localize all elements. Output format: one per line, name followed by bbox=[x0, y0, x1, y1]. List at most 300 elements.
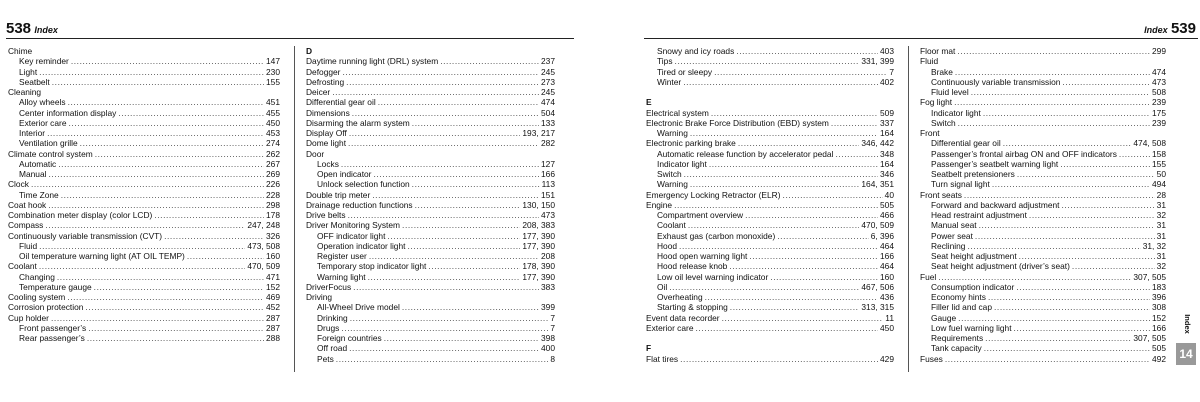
index-entry bbox=[646, 138, 894, 148]
entry-term: Changing bbox=[19, 271, 55, 282]
entry-page-ref: 228 bbox=[266, 189, 280, 200]
entry-page-ref: 473, 508 bbox=[247, 240, 280, 251]
entry-page-ref: 177, 390 bbox=[522, 271, 555, 282]
entry-page-ref: 287 bbox=[266, 322, 280, 333]
entry-page-ref: 160 bbox=[266, 251, 280, 261]
dot-leader bbox=[332, 87, 539, 97]
entry-page-ref: 208, 383 bbox=[522, 220, 555, 231]
dot-leader bbox=[58, 159, 264, 169]
index-entry bbox=[920, 220, 1166, 230]
entry-term: Tired or sleepy bbox=[657, 66, 713, 77]
dot-leader bbox=[955, 67, 1150, 77]
index-column-2 bbox=[920, 46, 1166, 364]
entry-page-ref: 450 bbox=[266, 117, 280, 128]
entry-term: All-Wheel Drive model bbox=[317, 302, 400, 313]
dot-leader bbox=[187, 251, 264, 261]
index-entry bbox=[646, 313, 894, 323]
index-entry bbox=[920, 77, 1166, 87]
entry-page-ref: 298 bbox=[266, 199, 280, 210]
entry-term: Dome light bbox=[306, 138, 347, 149]
page-number: 539 bbox=[1170, 20, 1196, 37]
entry-page-ref: 32 bbox=[1156, 261, 1166, 272]
index-entry bbox=[306, 210, 555, 220]
entry-term: Defrosting bbox=[306, 76, 345, 87]
entry-term: Electronic parking brake bbox=[646, 138, 736, 149]
index-entry bbox=[920, 67, 1166, 77]
section-letter bbox=[306, 46, 555, 56]
dot-leader bbox=[669, 282, 859, 292]
entry-term: Seatbelt pretensioners bbox=[931, 169, 1015, 179]
dot-leader bbox=[770, 272, 878, 282]
entry-page-ref: 239 bbox=[1152, 117, 1166, 128]
entry-page-ref: 175 bbox=[1152, 107, 1166, 118]
entry-page-ref: 282 bbox=[541, 138, 555, 149]
index-entry bbox=[306, 67, 555, 77]
entry-term: Forward and backward adjustment bbox=[931, 199, 1060, 210]
index-entry bbox=[8, 128, 280, 138]
entry-term: Manual seat bbox=[931, 220, 977, 231]
header-label: Index bbox=[1144, 25, 1168, 35]
index-entry bbox=[8, 261, 280, 271]
dot-leader bbox=[705, 292, 878, 302]
dot-leader bbox=[777, 231, 868, 241]
dot-leader bbox=[369, 251, 539, 261]
entry-term: Drugs bbox=[317, 322, 340, 333]
entry-page-ref: 450 bbox=[880, 322, 894, 333]
entry-page-ref: 166 bbox=[541, 169, 555, 179]
dot-leader bbox=[738, 138, 860, 148]
entry-page-ref: 455 bbox=[266, 107, 280, 118]
dot-leader bbox=[979, 220, 1155, 230]
right-page bbox=[622, 0, 1200, 402]
index-entry bbox=[646, 241, 894, 251]
index-entry bbox=[8, 241, 280, 251]
dot-leader bbox=[164, 231, 264, 241]
index-entry bbox=[646, 251, 894, 261]
entry-term: Open indicator bbox=[317, 169, 372, 179]
entry-page-ref: 8 bbox=[550, 353, 555, 364]
index-entry bbox=[646, 323, 894, 333]
entry-page-ref: 31 bbox=[1156, 251, 1166, 261]
index-entry bbox=[646, 118, 894, 128]
entry-page-ref: 40 bbox=[884, 189, 894, 200]
dot-leader bbox=[415, 200, 521, 210]
index-entry bbox=[920, 323, 1166, 333]
entry-term: Alloy wheels bbox=[19, 97, 66, 108]
column-divider bbox=[294, 46, 295, 372]
dot-leader bbox=[349, 128, 521, 138]
entry-term: Drainage reduction functions bbox=[306, 199, 413, 210]
entry-term: DriverFocus bbox=[306, 281, 352, 292]
entry-page-ref: 155 bbox=[266, 76, 280, 87]
index-entry bbox=[306, 149, 555, 159]
index-entry bbox=[920, 333, 1166, 343]
entry-term: Dimensions bbox=[306, 107, 350, 118]
entry-term: Oil temperature warning light (AT OIL TEMP) bbox=[19, 251, 185, 261]
index-entry bbox=[920, 159, 1166, 169]
dot-leader bbox=[68, 118, 264, 128]
entry-page-ref: 32 bbox=[1156, 210, 1166, 220]
entry-term: Pets bbox=[317, 353, 334, 364]
entry-term: Overheating bbox=[657, 292, 703, 302]
entry-page-ref: 466 bbox=[880, 210, 894, 220]
spacer bbox=[646, 87, 894, 97]
entry-page-ref: 164 bbox=[880, 158, 894, 169]
dot-leader bbox=[402, 302, 539, 312]
index-entry bbox=[306, 200, 555, 210]
entry-term: Engine bbox=[646, 199, 673, 210]
index-column-1 bbox=[646, 46, 894, 364]
entry-term: Daytime running light (DRL) system bbox=[306, 56, 439, 67]
entry-term: Continuously variable transmission bbox=[931, 76, 1061, 87]
dot-leader bbox=[341, 159, 539, 169]
index-entry bbox=[646, 261, 894, 271]
index-entry bbox=[306, 282, 555, 292]
dot-leader bbox=[711, 108, 878, 118]
section-letter bbox=[646, 343, 894, 353]
entry-page-ref: 267 bbox=[266, 158, 280, 169]
entry-term: Brake bbox=[931, 66, 953, 77]
index-entry bbox=[920, 292, 1166, 302]
entry-page-ref: 237 bbox=[541, 56, 555, 67]
entry-page-ref: 151 bbox=[541, 189, 555, 200]
entry-term: Compass bbox=[8, 220, 44, 231]
entry-term: Requirements bbox=[931, 333, 984, 343]
entry-term: Electronic Brake Force Distribution (EBD) system bbox=[646, 117, 829, 128]
entry-page-ref: 178 bbox=[266, 210, 280, 220]
index-entry bbox=[8, 169, 280, 179]
entry-term: Double trip meter bbox=[306, 189, 371, 200]
entry-page-ref: 262 bbox=[266, 148, 280, 159]
entry-term: Combination meter display (color LCD) bbox=[8, 210, 153, 220]
dot-leader bbox=[45, 220, 245, 230]
dot-leader bbox=[52, 77, 264, 87]
index-entry bbox=[306, 179, 555, 189]
index-entry bbox=[306, 302, 555, 312]
entry-page-ref: 177, 390 bbox=[522, 230, 555, 241]
index-entry bbox=[8, 159, 280, 169]
entry-term: Automatic bbox=[19, 158, 57, 169]
dot-leader bbox=[958, 118, 1150, 128]
entry-page-ref: 31 bbox=[1156, 199, 1166, 210]
entry-term: Locks bbox=[317, 158, 339, 169]
entry-page-ref: 429 bbox=[880, 353, 894, 364]
entry-page-ref: 28 bbox=[1156, 189, 1166, 200]
entry-page-ref: 505 bbox=[880, 199, 894, 210]
index-entry bbox=[8, 149, 280, 159]
index-entry bbox=[306, 97, 555, 107]
entry-term: Hood release knob bbox=[657, 261, 728, 272]
entry-term: Indicator light bbox=[931, 107, 981, 118]
dot-leader bbox=[975, 231, 1155, 241]
index-entry bbox=[306, 313, 555, 323]
entry-term: Compartment overview bbox=[657, 210, 744, 220]
dot-leader bbox=[674, 200, 878, 210]
entry-term: Seat height adjustment bbox=[931, 251, 1017, 261]
dot-leader bbox=[971, 87, 1150, 97]
entry-page-ref: 158 bbox=[1152, 148, 1166, 159]
header-rule bbox=[644, 38, 1198, 39]
index-entry bbox=[306, 138, 555, 148]
index-entry bbox=[646, 128, 894, 138]
entry-page-ref: 31 bbox=[1156, 230, 1166, 241]
entry-term: Flat tires bbox=[646, 353, 679, 364]
index-entry bbox=[920, 108, 1166, 118]
dot-leader bbox=[118, 108, 264, 118]
entry-page-ref: 346, 442 bbox=[861, 138, 894, 149]
side-tab-label: Index bbox=[1183, 314, 1192, 334]
entry-page-ref: 337 bbox=[880, 117, 894, 128]
index-entry bbox=[306, 87, 555, 97]
dot-leader bbox=[57, 272, 264, 282]
index-entry bbox=[920, 282, 1166, 292]
entry-page-ref: 247, 248 bbox=[247, 220, 280, 231]
index-entry bbox=[646, 292, 894, 302]
entry-term: Hood open warning light bbox=[657, 251, 748, 261]
entry-page-ref: 177, 390 bbox=[522, 240, 555, 251]
entry-page-ref: 436 bbox=[880, 292, 894, 302]
entry-page-ref: 396 bbox=[1152, 292, 1166, 302]
dot-leader bbox=[984, 343, 1150, 353]
entry-term: Coat hook bbox=[8, 199, 47, 210]
index-entry bbox=[646, 179, 894, 189]
index-entry bbox=[920, 46, 1166, 56]
dot-leader bbox=[348, 210, 539, 220]
index-entry bbox=[646, 231, 894, 241]
index-entry bbox=[8, 220, 280, 230]
entry-term: Fuses bbox=[920, 353, 943, 364]
index-entry bbox=[920, 190, 1166, 200]
entry-term: OFF indicator light bbox=[317, 230, 386, 241]
entry-page-ref: 7 bbox=[550, 322, 555, 333]
index-column-2 bbox=[306, 46, 555, 364]
entry-term: Key reminder bbox=[19, 56, 69, 67]
dot-leader bbox=[346, 77, 539, 87]
index-entry bbox=[306, 56, 555, 66]
dot-leader bbox=[722, 313, 884, 323]
entry-term: Coolant bbox=[657, 220, 686, 231]
entry-term: Differential gear oil bbox=[931, 138, 1001, 149]
dot-leader bbox=[679, 241, 878, 251]
dot-leader bbox=[988, 292, 1150, 302]
entry-page-ref: 464 bbox=[880, 240, 894, 251]
dot-leader bbox=[690, 128, 878, 138]
entry-term: Tips bbox=[657, 56, 673, 67]
entry-page-ref: 193, 217 bbox=[522, 128, 555, 138]
dot-leader bbox=[368, 272, 521, 282]
dot-leader bbox=[71, 56, 264, 66]
index-entry bbox=[646, 354, 894, 364]
entry-term: Low fuel warning light bbox=[931, 322, 1012, 333]
dot-leader bbox=[967, 241, 1140, 251]
entry-term: Corrosion protection bbox=[8, 302, 84, 313]
entry-term: Front seats bbox=[920, 189, 962, 200]
index-entry bbox=[920, 179, 1166, 189]
entry-page-ref: 471 bbox=[266, 271, 280, 282]
entry-term: Fog light bbox=[920, 97, 953, 108]
dot-leader bbox=[709, 159, 878, 169]
index-entry bbox=[920, 210, 1166, 220]
dot-leader bbox=[938, 272, 1131, 282]
entry-page-ref: 400 bbox=[541, 343, 555, 354]
dot-leader bbox=[67, 292, 264, 302]
dot-leader bbox=[729, 261, 878, 271]
left-page-header bbox=[6, 20, 58, 36]
entry-term: Head restraint adjustment bbox=[931, 210, 1027, 220]
section-letter-text: F bbox=[646, 343, 652, 354]
entry-page-ref: 160 bbox=[880, 271, 894, 282]
dot-leader bbox=[1016, 282, 1150, 292]
index-entry bbox=[8, 138, 280, 148]
entry-page-ref: 307, 505 bbox=[1133, 271, 1166, 282]
dot-leader bbox=[336, 354, 549, 364]
dot-leader bbox=[154, 210, 264, 220]
index-entry bbox=[306, 323, 555, 333]
entry-term: Low oil level warning indicator bbox=[657, 271, 769, 282]
index-entry bbox=[306, 220, 555, 230]
entry-page-ref: 348 bbox=[880, 148, 894, 159]
index-entry bbox=[920, 128, 1166, 138]
dot-leader bbox=[690, 179, 860, 189]
index-entry bbox=[306, 77, 555, 87]
entry-page-ref: 474, 508 bbox=[1133, 138, 1166, 149]
entry-term: Reclining bbox=[931, 240, 966, 251]
entry-page-ref: 113 bbox=[541, 179, 555, 190]
dot-leader bbox=[39, 241, 245, 251]
dot-leader bbox=[353, 282, 539, 292]
entry-page-ref: 164 bbox=[880, 128, 894, 138]
entry-term: Off road bbox=[317, 343, 348, 354]
entry-page-ref: 509 bbox=[880, 107, 894, 118]
entry-page-ref: 166 bbox=[880, 251, 894, 261]
dot-leader bbox=[683, 77, 878, 87]
entry-term: Fuel bbox=[920, 271, 937, 282]
header-rule bbox=[6, 38, 574, 39]
entry-page-ref: 245 bbox=[541, 66, 555, 77]
entry-page-ref: 31 bbox=[1156, 220, 1166, 231]
index-entry bbox=[306, 261, 555, 271]
entry-term: Floor mat bbox=[920, 46, 956, 56]
entry-page-ref: 383 bbox=[541, 281, 555, 292]
dot-leader bbox=[831, 118, 878, 128]
entry-page-ref: 164, 351 bbox=[861, 179, 894, 190]
index-entry bbox=[920, 87, 1166, 97]
entry-page-ref: 473 bbox=[541, 210, 555, 220]
entry-page-ref: 504 bbox=[541, 107, 555, 118]
entry-term: Cooling system bbox=[8, 292, 66, 302]
dot-leader bbox=[964, 190, 1155, 200]
dot-leader bbox=[51, 313, 264, 323]
index-entry bbox=[920, 200, 1166, 210]
dot-leader bbox=[428, 261, 520, 271]
index-entry bbox=[8, 190, 280, 200]
index-entry bbox=[8, 282, 280, 292]
dot-leader bbox=[39, 67, 264, 77]
entry-term: Interior bbox=[19, 128, 46, 138]
entry-page-ref: 451 bbox=[266, 97, 280, 108]
dot-leader bbox=[680, 354, 878, 364]
entry-page-ref: 7 bbox=[550, 312, 555, 323]
index-entry bbox=[646, 302, 894, 312]
entry-page-ref: 346 bbox=[880, 169, 894, 179]
entry-page-ref: 469 bbox=[266, 292, 280, 302]
entry-page-ref: 307, 505 bbox=[1133, 333, 1166, 343]
entry-term: Front bbox=[920, 128, 940, 138]
entry-page-ref: 7 bbox=[889, 66, 894, 77]
entry-page-ref: 464 bbox=[880, 261, 894, 272]
index-entry bbox=[306, 159, 555, 169]
dot-leader bbox=[994, 302, 1150, 312]
dot-leader bbox=[945, 354, 1150, 364]
entry-term: Electrical system bbox=[646, 107, 709, 118]
entry-page-ref: 331, 399 bbox=[861, 56, 894, 67]
dot-leader bbox=[31, 179, 264, 189]
index-entry bbox=[646, 56, 894, 66]
entry-page-ref: 152 bbox=[266, 281, 280, 292]
entry-page-ref: 492 bbox=[1152, 353, 1166, 364]
dot-leader bbox=[1029, 210, 1155, 220]
entry-page-ref: 155 bbox=[1152, 158, 1166, 169]
entry-page-ref: 239 bbox=[1152, 97, 1166, 108]
dot-leader bbox=[783, 190, 883, 200]
side-tab-number: 14 bbox=[1176, 343, 1196, 365]
dot-leader bbox=[1003, 138, 1132, 148]
entry-term: Drive belts bbox=[306, 210, 346, 220]
entry-page-ref: 474 bbox=[1152, 66, 1166, 77]
entry-page-ref: 183 bbox=[1152, 281, 1166, 292]
entry-page-ref: 403 bbox=[880, 46, 894, 56]
entry-term: Switch bbox=[657, 169, 682, 179]
dot-leader bbox=[68, 97, 264, 107]
entry-term: Fluid level bbox=[931, 87, 969, 97]
section-letter bbox=[646, 97, 894, 107]
entry-page-ref: 6, 396 bbox=[870, 230, 894, 241]
entry-term: Unlock selection function bbox=[317, 179, 410, 190]
index-entry bbox=[646, 220, 894, 230]
dot-leader bbox=[688, 220, 860, 230]
dot-leader bbox=[1119, 149, 1150, 159]
index-entry bbox=[920, 118, 1166, 128]
entry-term: Indicator light bbox=[657, 158, 707, 169]
entry-term: Consumption indicator bbox=[931, 281, 1015, 292]
dot-leader bbox=[88, 323, 264, 333]
index-entry bbox=[306, 169, 555, 179]
entry-page-ref: 288 bbox=[266, 333, 280, 343]
dot-leader bbox=[695, 323, 878, 333]
dot-leader bbox=[835, 149, 878, 159]
entry-page-ref: 147 bbox=[266, 56, 280, 67]
entry-page-ref: 470, 509 bbox=[247, 261, 280, 272]
entry-page-ref: 208 bbox=[541, 251, 555, 261]
spacer bbox=[646, 333, 894, 343]
index-entry bbox=[646, 159, 894, 169]
entry-term: Time Zone bbox=[19, 189, 59, 200]
entry-term: Switch bbox=[931, 117, 956, 128]
index-entry bbox=[646, 108, 894, 118]
entry-page-ref: 313, 315 bbox=[861, 302, 894, 313]
entry-term: Driver Monitoring System bbox=[306, 220, 401, 231]
entry-term: Warning bbox=[657, 128, 688, 138]
left-page bbox=[0, 0, 578, 402]
index-entry bbox=[306, 231, 555, 241]
entry-term: Snowy and icy roads bbox=[657, 46, 735, 56]
dot-leader bbox=[80, 138, 264, 148]
index-entry bbox=[8, 292, 280, 302]
entry-term: Exterior care bbox=[19, 117, 67, 128]
index-entry bbox=[646, 210, 894, 220]
dot-leader bbox=[684, 169, 878, 179]
dot-leader bbox=[373, 169, 539, 179]
